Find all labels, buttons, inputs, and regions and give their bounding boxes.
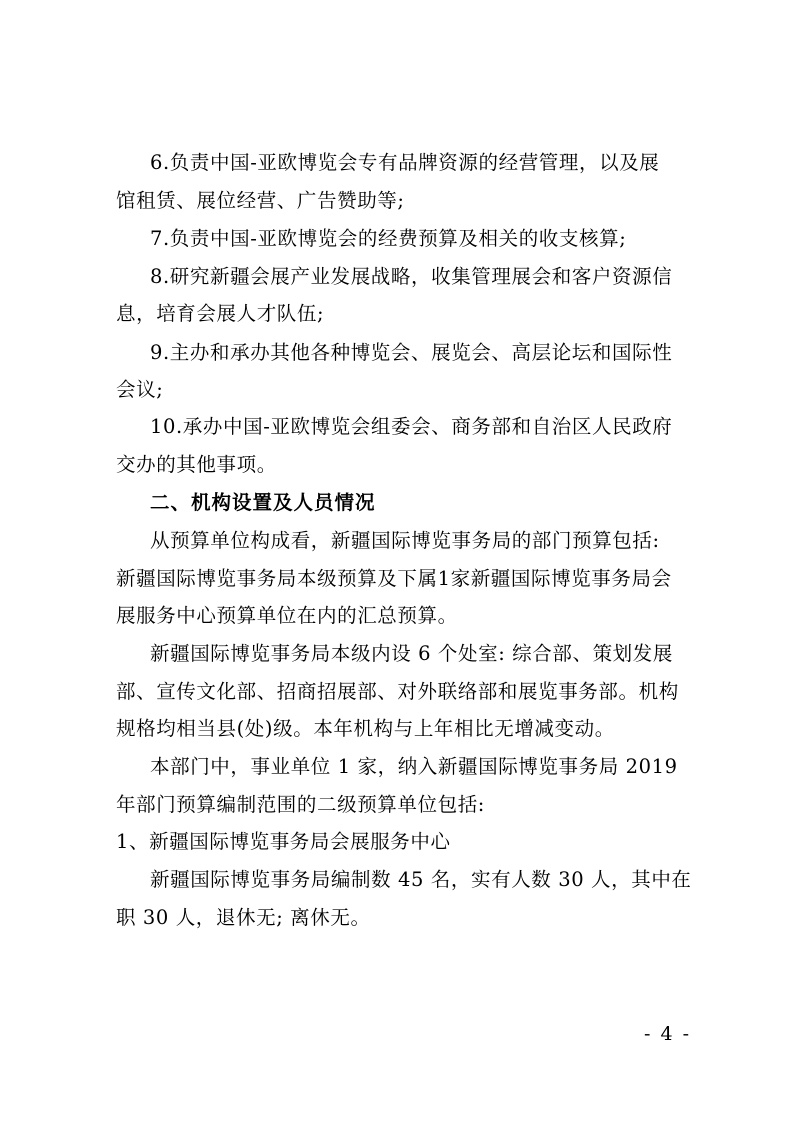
page-number: - 4 -: [644, 1023, 692, 1045]
paragraph-line: 9.主办和承办其他各种博览会、展览会、高层论坛和国际性: [150, 341, 673, 364]
paragraph-line: 1、新疆国际博览事务局会展服务中心: [116, 830, 451, 853]
paragraph-line: 展服务中心预算单位在内的汇总预算。: [116, 604, 458, 627]
paragraph-line: 年部门预算编制范围的二级预算单位包括:: [116, 793, 485, 816]
paragraph-line: 职 30 人，退休无; 离休无。: [116, 906, 371, 929]
paragraph-line: 新疆国际博览事务局本级预算及下属1家新疆国际博览事务局会: [116, 567, 672, 590]
paragraph-line: 交办的其他事项。: [116, 453, 277, 476]
paragraph-line: 规格均相当县(处)级。本年机构与上年相比无增减变动。: [116, 717, 615, 740]
section-heading: 二、机构设置及人员情况: [150, 491, 376, 514]
paragraph-line: 8.研究新疆会展产业发展战略，收集管理展会和客户资源信: [150, 265, 673, 288]
paragraph-line: 本部门中，事业单位 1 家，纳入新疆国际博览事务局 2019: [150, 755, 678, 778]
paragraph-line: 馆租赁、展位经营、广告赞助等;: [116, 189, 405, 212]
paragraph-line: 新疆国际博览事务局本级内设 6 个处室: 综合部、策划发展: [150, 642, 673, 665]
paragraph-line: 10.承办中国-亚欧博览会组委会、商务部和自治区人民政府: [150, 415, 673, 438]
paragraph-line: 息，培育会展人才队伍;: [116, 302, 325, 325]
paragraph-line: 部、宣传文化部、招商招展部、对外联络部和展览事务部。机构: [116, 680, 679, 703]
paragraph-line: 从预算单位构成看，新疆国际博览事务局的部门预算包括:: [150, 529, 660, 552]
paragraph-line: 会议;: [116, 378, 164, 401]
paragraph-line: 7.负责中国-亚欧博览会的经费预算及相关的收支核算;: [150, 227, 627, 250]
paragraph-line: 新疆国际博览事务局编制数 45 名，实有人数 30 人，其中在: [150, 868, 692, 891]
paragraph-line: 6.负责中国-亚欧博览会专有品牌资源的经营管理，以及展: [150, 151, 660, 174]
